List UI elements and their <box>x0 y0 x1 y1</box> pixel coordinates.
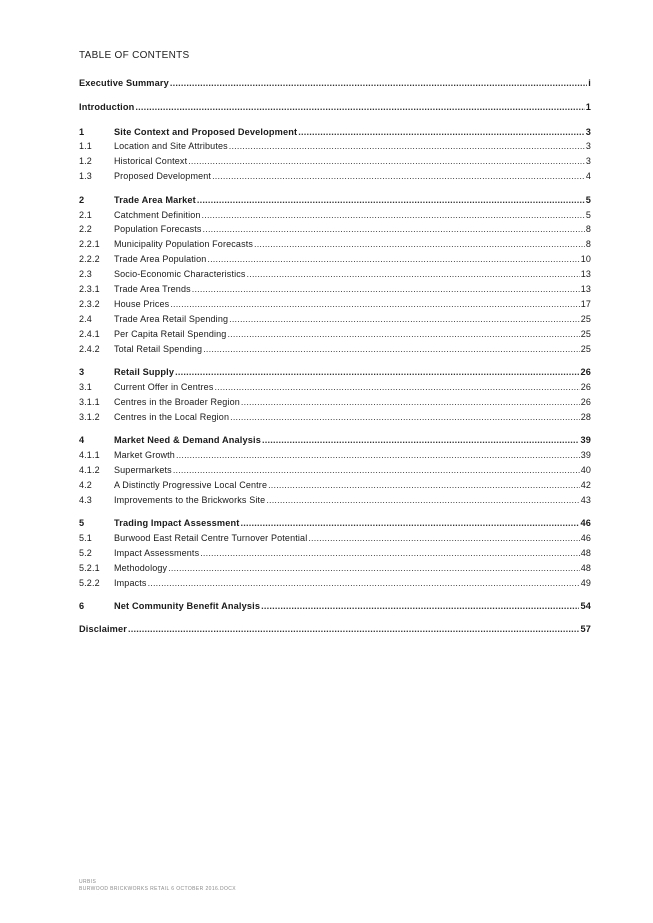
dot-leader <box>200 546 579 561</box>
dot-leader <box>227 327 579 342</box>
toc-entry-section-5[interactable] <box>79 516 591 531</box>
toc-entry-title: Executive Summary <box>79 78 169 88</box>
toc-entry-title: Trading Impact Assessment <box>114 517 240 528</box>
toc-entry-page: 3 <box>585 141 591 152</box>
toc-entry-number: 2.3.2 <box>79 298 100 309</box>
toc-entry-title: Retail Supply <box>114 366 175 377</box>
toc-entry-number: 2.1 <box>79 209 92 220</box>
dot-leader <box>203 342 579 357</box>
toc-entry-2-4-1[interactable] <box>79 327 591 342</box>
toc-entry-page: 46 <box>580 532 591 543</box>
dot-leader <box>128 622 579 637</box>
toc-entry-section-3[interactable] <box>79 365 591 380</box>
toc-entry-page: 8 <box>585 224 591 235</box>
page-footer <box>79 879 236 893</box>
toc-entry-2-3[interactable] <box>79 267 591 282</box>
toc-entry-page: 3 <box>585 156 591 167</box>
toc-entry-page: 46 <box>580 517 591 528</box>
footer-filename: BURWOOD BRICKWORKS RETAIL 6 OCTOBER 2016.DOCX <box>79 886 237 892</box>
toc-entry-number: 5 <box>79 517 85 528</box>
toc-entry-title: Total Retail Spending <box>114 343 203 354</box>
toc-entry-page: 42 <box>580 479 591 490</box>
toc-entry-page: 10 <box>580 254 591 265</box>
toc-entry-number: 3 <box>79 366 85 377</box>
toc-entry-page: 1 <box>585 102 591 113</box>
dot-leader <box>261 599 579 614</box>
toc-entry-page: 5 <box>585 194 591 205</box>
toc-entry-title: Proposed Development <box>114 171 212 182</box>
dot-leader <box>241 395 580 410</box>
toc-entry-title: Site Context and Proposed Development <box>114 126 298 137</box>
dot-leader <box>135 100 584 115</box>
toc-entry-title: Socio-Economic Characteristics <box>114 269 246 280</box>
dot-leader <box>268 478 580 493</box>
toc-entry-page: 13 <box>580 269 591 280</box>
toc-entry-title: Per Capita Retail Spending <box>114 328 227 339</box>
toc-entry-2-2-2[interactable] <box>79 252 591 267</box>
toc-entry-page: 13 <box>580 283 591 294</box>
toc-entry-number: 3.1 <box>79 381 92 392</box>
toc-entry-section-2[interactable] <box>79 193 591 208</box>
toc-entry-title: House Prices <box>114 298 170 309</box>
toc-entry-page: 25 <box>580 343 591 354</box>
footer-company: URBIS <box>79 879 97 885</box>
toc-entry-title: A Distinctly Progressive Local Centre <box>114 479 268 490</box>
toc-entry-disclaimer[interactable] <box>79 622 591 637</box>
toc-entry-title: Centres in the Broader Region <box>114 396 240 407</box>
dot-leader <box>175 365 579 380</box>
toc-entry-number: 1.2 <box>79 156 92 167</box>
toc-entry-number: 1.3 <box>79 171 92 182</box>
toc-entry-number: 5.1 <box>79 532 92 543</box>
toc-entry-number: 1 <box>79 126 85 137</box>
toc-entry-3-1-1[interactable] <box>79 395 591 410</box>
toc-entry-4-3[interactable] <box>79 493 591 508</box>
toc-entry-number: 5.2.1 <box>79 562 100 573</box>
toc-entry-number: 5.2 <box>79 547 92 558</box>
toc-entry-4-2[interactable] <box>79 478 591 493</box>
dot-leader <box>170 297 579 312</box>
toc-entry-title: Current Offer in Centres <box>114 381 214 392</box>
dot-leader <box>188 154 585 169</box>
table-of-contents <box>79 76 591 637</box>
toc-entry-title: Methodology <box>114 562 168 573</box>
toc-entry-executive-summary[interactable] <box>79 76 591 91</box>
toc-entry-title: Trade Area Market <box>114 194 196 205</box>
toc-entry-page: 8 <box>585 239 591 250</box>
toc-entry-page: 48 <box>580 562 591 573</box>
toc-entry-title: Net Community Benefit Analysis <box>114 600 261 611</box>
dot-leader <box>148 576 580 591</box>
toc-entry-title: Improvements to the Brickworks Site <box>114 494 266 505</box>
toc-entry-number: 6 <box>79 600 85 611</box>
toc-entry-page: 40 <box>580 464 591 475</box>
toc-entry-page: 26 <box>580 381 591 392</box>
toc-entry-number: 4.1.2 <box>79 464 100 475</box>
toc-entry-title: Burwood East Retail Centre Turnover Potential <box>114 532 308 543</box>
toc-entry-page: 49 <box>580 577 591 588</box>
dot-leader <box>203 222 585 237</box>
toc-entry-title: Municipality Population Forecasts <box>114 239 254 250</box>
toc-entry-5-1[interactable] <box>79 531 591 546</box>
toc-entry-title: Supermarkets <box>114 464 172 475</box>
toc-entry-page: 43 <box>580 494 591 505</box>
dot-leader <box>254 237 585 252</box>
toc-entry-number: 2.3.1 <box>79 283 100 294</box>
toc-entry-page: 25 <box>580 313 591 324</box>
toc-entry-number: 1.1 <box>79 141 92 152</box>
toc-entry-3-1[interactable] <box>79 380 591 395</box>
toc-entry-page: 54 <box>580 600 591 611</box>
toc-entry-number: 2.4 <box>79 313 92 324</box>
toc-entry-section-4[interactable] <box>79 433 591 448</box>
toc-entry-1-2[interactable] <box>79 154 591 169</box>
dot-leader <box>229 139 585 154</box>
dot-leader <box>170 76 587 91</box>
toc-entry-number: 4.2 <box>79 479 92 490</box>
toc-entry-title: Location and Site Attributes <box>114 141 228 152</box>
dot-leader <box>212 169 585 184</box>
toc-entry-title: Trade Area Population <box>114 254 207 265</box>
dot-leader <box>298 125 585 140</box>
dot-leader <box>207 252 579 267</box>
toc-entry-2-4[interactable] <box>79 312 591 327</box>
toc-entry-section-1[interactable] <box>79 125 591 140</box>
toc-entry-1-3[interactable] <box>79 169 591 184</box>
toc-heading: TABLE OF CONTENTS <box>79 50 190 61</box>
toc-entry-title: Impact Assessments <box>114 547 200 558</box>
toc-entry-4-1-2[interactable] <box>79 463 591 478</box>
dot-leader <box>240 516 579 531</box>
toc-entry-number: 5.2.2 <box>79 577 100 588</box>
toc-entry-3-1-2[interactable] <box>79 410 591 425</box>
toc-entry-title: Population Forecasts <box>114 224 202 235</box>
toc-entry-5-2[interactable] <box>79 546 591 561</box>
toc-entry-title: Market Growth <box>114 449 175 460</box>
toc-entry-title: Centres in the Local Region <box>114 411 230 422</box>
toc-entry-title: Market Need & Demand Analysis <box>114 434 261 445</box>
toc-entry-2-3-2[interactable] <box>79 297 591 312</box>
toc-entry-page: 48 <box>580 547 591 558</box>
toc-entry-2-2[interactable] <box>79 222 591 237</box>
toc-entry-title: Historical Context <box>114 156 188 167</box>
toc-entry-number: 4 <box>79 434 85 445</box>
toc-entry-4-1-1[interactable] <box>79 448 591 463</box>
toc-entry-number: 2.4.2 <box>79 343 100 354</box>
toc-entry-introduction[interactable] <box>79 100 591 115</box>
dot-leader <box>230 410 580 425</box>
toc-entry-number: 3.1.1 <box>79 396 100 407</box>
toc-entry-page: 3 <box>585 126 591 137</box>
toc-entry-number: 3.1.2 <box>79 411 100 422</box>
toc-entry-page: 26 <box>580 396 591 407</box>
toc-entry-2-3-1[interactable] <box>79 282 591 297</box>
toc-entry-page: 5 <box>585 209 591 220</box>
toc-entry-page: i <box>588 78 591 88</box>
dot-leader <box>202 208 585 223</box>
dot-leader <box>176 448 580 463</box>
toc-entry-number: 2.4.1 <box>79 328 100 339</box>
dot-leader <box>214 380 579 395</box>
toc-entry-5-2-2[interactable] <box>79 576 591 591</box>
dot-leader <box>173 463 580 478</box>
dot-leader <box>308 531 579 546</box>
dot-leader <box>229 312 580 327</box>
toc-entry-2-2-1[interactable] <box>79 237 591 252</box>
toc-entry-page: 39 <box>580 434 591 445</box>
toc-entry-page: 25 <box>580 328 591 339</box>
dot-leader <box>247 267 580 282</box>
toc-entry-page: 17 <box>580 298 591 309</box>
toc-entry-number: 2.2.1 <box>79 239 100 250</box>
toc-entry-page: 39 <box>580 449 591 460</box>
toc-entry-number: 2.2 <box>79 224 92 235</box>
toc-entry-number: 4.3 <box>79 494 92 505</box>
toc-entry-title: Impacts <box>114 577 147 588</box>
toc-entry-page: 26 <box>580 366 591 377</box>
toc-entry-number: 2.2.2 <box>79 254 100 265</box>
toc-entry-5-2-1[interactable] <box>79 561 591 576</box>
toc-entry-2-4-2[interactable] <box>79 342 591 357</box>
toc-entry-title: Trade Area Trends <box>114 283 191 294</box>
dot-leader <box>168 561 580 576</box>
toc-entry-title: Disclaimer <box>79 624 127 635</box>
dot-leader <box>266 493 579 508</box>
toc-entry-title: Introduction <box>79 102 135 113</box>
toc-entry-section-6[interactable] <box>79 599 591 614</box>
toc-entry-page: 28 <box>580 411 591 422</box>
dot-leader <box>262 433 579 448</box>
dot-leader <box>192 282 580 297</box>
toc-entry-number: 2 <box>79 194 85 205</box>
toc-entry-title: Catchment Definition <box>114 209 201 220</box>
toc-entry-1-1[interactable] <box>79 139 591 154</box>
dot-leader <box>197 193 585 208</box>
toc-entry-title: Trade Area Retail Spending <box>114 313 229 324</box>
toc-entry-page: 57 <box>580 624 591 635</box>
toc-entry-2-1[interactable] <box>79 208 591 223</box>
toc-entry-number: 2.3 <box>79 269 92 280</box>
toc-entry-page: 4 <box>585 171 591 182</box>
toc-entry-number: 4.1.1 <box>79 449 100 460</box>
